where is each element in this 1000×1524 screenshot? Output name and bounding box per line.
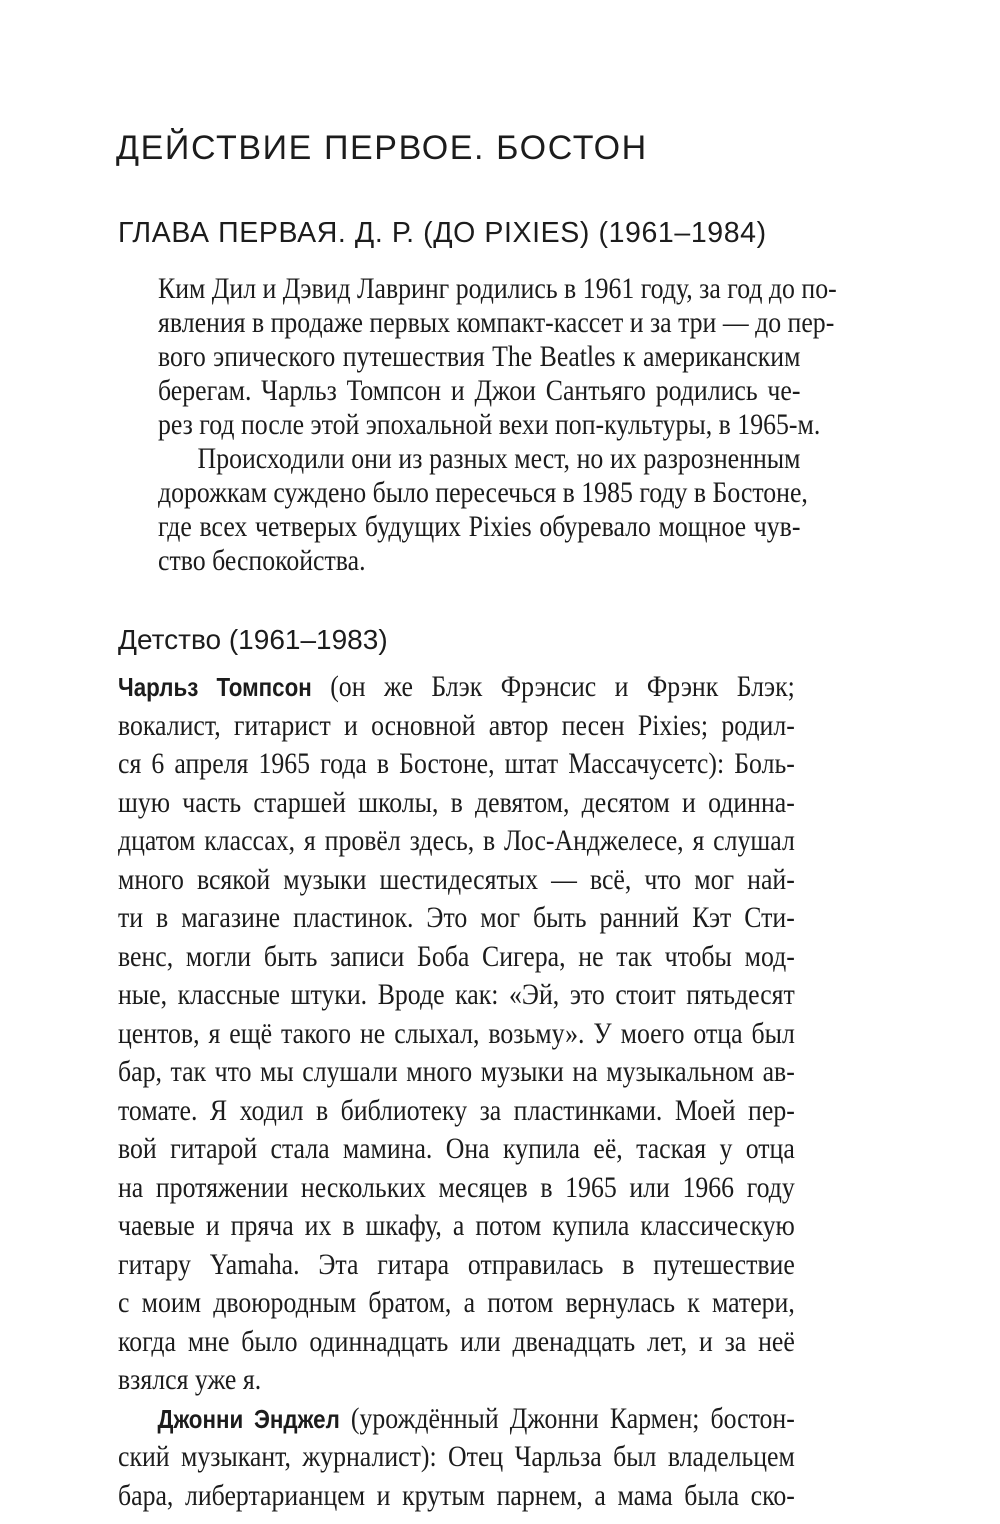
text-line: берегам. Чарльз Томпсон и Джои Сантьяго родились че-	[158, 374, 801, 407]
text-line: гитару Yamaha. Эта гитара отправилась в путешествие	[118, 1247, 795, 1281]
text-line: дорожкам суждено было пересечься в 1985 году в Бостоне,	[158, 476, 808, 509]
text-line: на протяжении нескольких месяцев в 1965 или 1966 году	[118, 1170, 795, 1204]
text-line: вого эпического путешествия The Beatles к американским	[158, 340, 801, 373]
text-line: бар, так что мы слушали много музыки на музыкальном ав-	[118, 1055, 795, 1088]
intro-paragraphs	[158, 272, 905, 578]
text-line: венс, могли быть записи Боба Сигера, не так чтобы мод-	[118, 939, 795, 973]
speaker-name: Чарльз Томпсон	[118, 672, 312, 702]
text-line: явления в продаже первых компакт-кассет и за три — до пер-	[158, 306, 835, 339]
line-text: (урождённый Джонни Кармен; бостон-	[339, 1401, 795, 1435]
section-text	[118, 668, 905, 1515]
text-line	[118, 668, 795, 707]
text-line: Ким Дил и Дэвид Лавринг родились в 1961 году, за год до по-	[158, 272, 837, 305]
text-line: где всех четверых будущих Pixies обуревало мощное чув-	[158, 510, 801, 543]
text-line: вокалист, гитарист и основной автор песен Pixies; родил-	[118, 708, 795, 742]
speaker-name: Джонни Энджел	[157, 1403, 340, 1434]
text-line: ство беспокойства.	[158, 544, 366, 577]
chapter-title: ГЛАВА ПЕРВАЯ. Д. Р. (ДО PIXIES) (1961–1984)	[118, 217, 767, 249]
text-line: бара, либертарианцем и крутым парнем, а мама была ско-	[118, 1478, 795, 1512]
text-line: чаевые и пряча их в шкафу, а потом купила классическую	[118, 1209, 795, 1242]
text-line: томате. Я ходил в библиотеку за пластинками. Моей пер-	[118, 1093, 795, 1127]
text-line: ский музыкант, журналист): Отец Чарльза был владельцем	[118, 1440, 795, 1473]
text-line: ся 6 апреля 1965 года в Бостоне, штат Массачусетс): Боль-	[118, 747, 795, 780]
text-line: Происходили они из разных мест, но их разрозненным	[197, 442, 801, 475]
part-title: ДЕЙСТВИЕ ПЕРВОЕ. БОСТОН	[116, 129, 648, 167]
text-line: когда мне было одиннадцать или двенадцать лет, и за неё	[118, 1324, 795, 1358]
section-heading: Детство (1961–1983)	[118, 624, 388, 655]
text-line: много всякой музыки шестидесятых — всё, что мог най-	[118, 862, 795, 896]
text-line: дцатом классах, я провёл здесь, в Лос-Анджелесе, я слушал	[118, 824, 795, 857]
text-line	[118, 1400, 795, 1439]
text-line: шую часть старшей школы, в девятом, десятом и одинна-	[118, 785, 795, 819]
text-line: центов, я ещё такого не слыхал, возьму». У моего отца был	[118, 1016, 795, 1050]
text-line: ные, классные штуки. Вроде как: «Эй, это стоит пятьдесят	[118, 978, 795, 1011]
text-line: вой гитарой стала мамина. Она купила её, таская у отца	[118, 1132, 795, 1165]
line-text: (он же Блэк Фрэнсис и Фрэнк Блэк;	[311, 670, 795, 703]
text-line: взялся уже я.	[118, 1363, 262, 1396]
text-line: рез год после этой эпохальной вехи поп-культуры, в 1965-м.	[158, 408, 821, 441]
text-line: с моим двоюродным братом, а потом вернулась к матери,	[118, 1286, 795, 1319]
text-line: ти в магазине пластинок. Это мог быть ранний Кэт Сти-	[118, 901, 795, 934]
